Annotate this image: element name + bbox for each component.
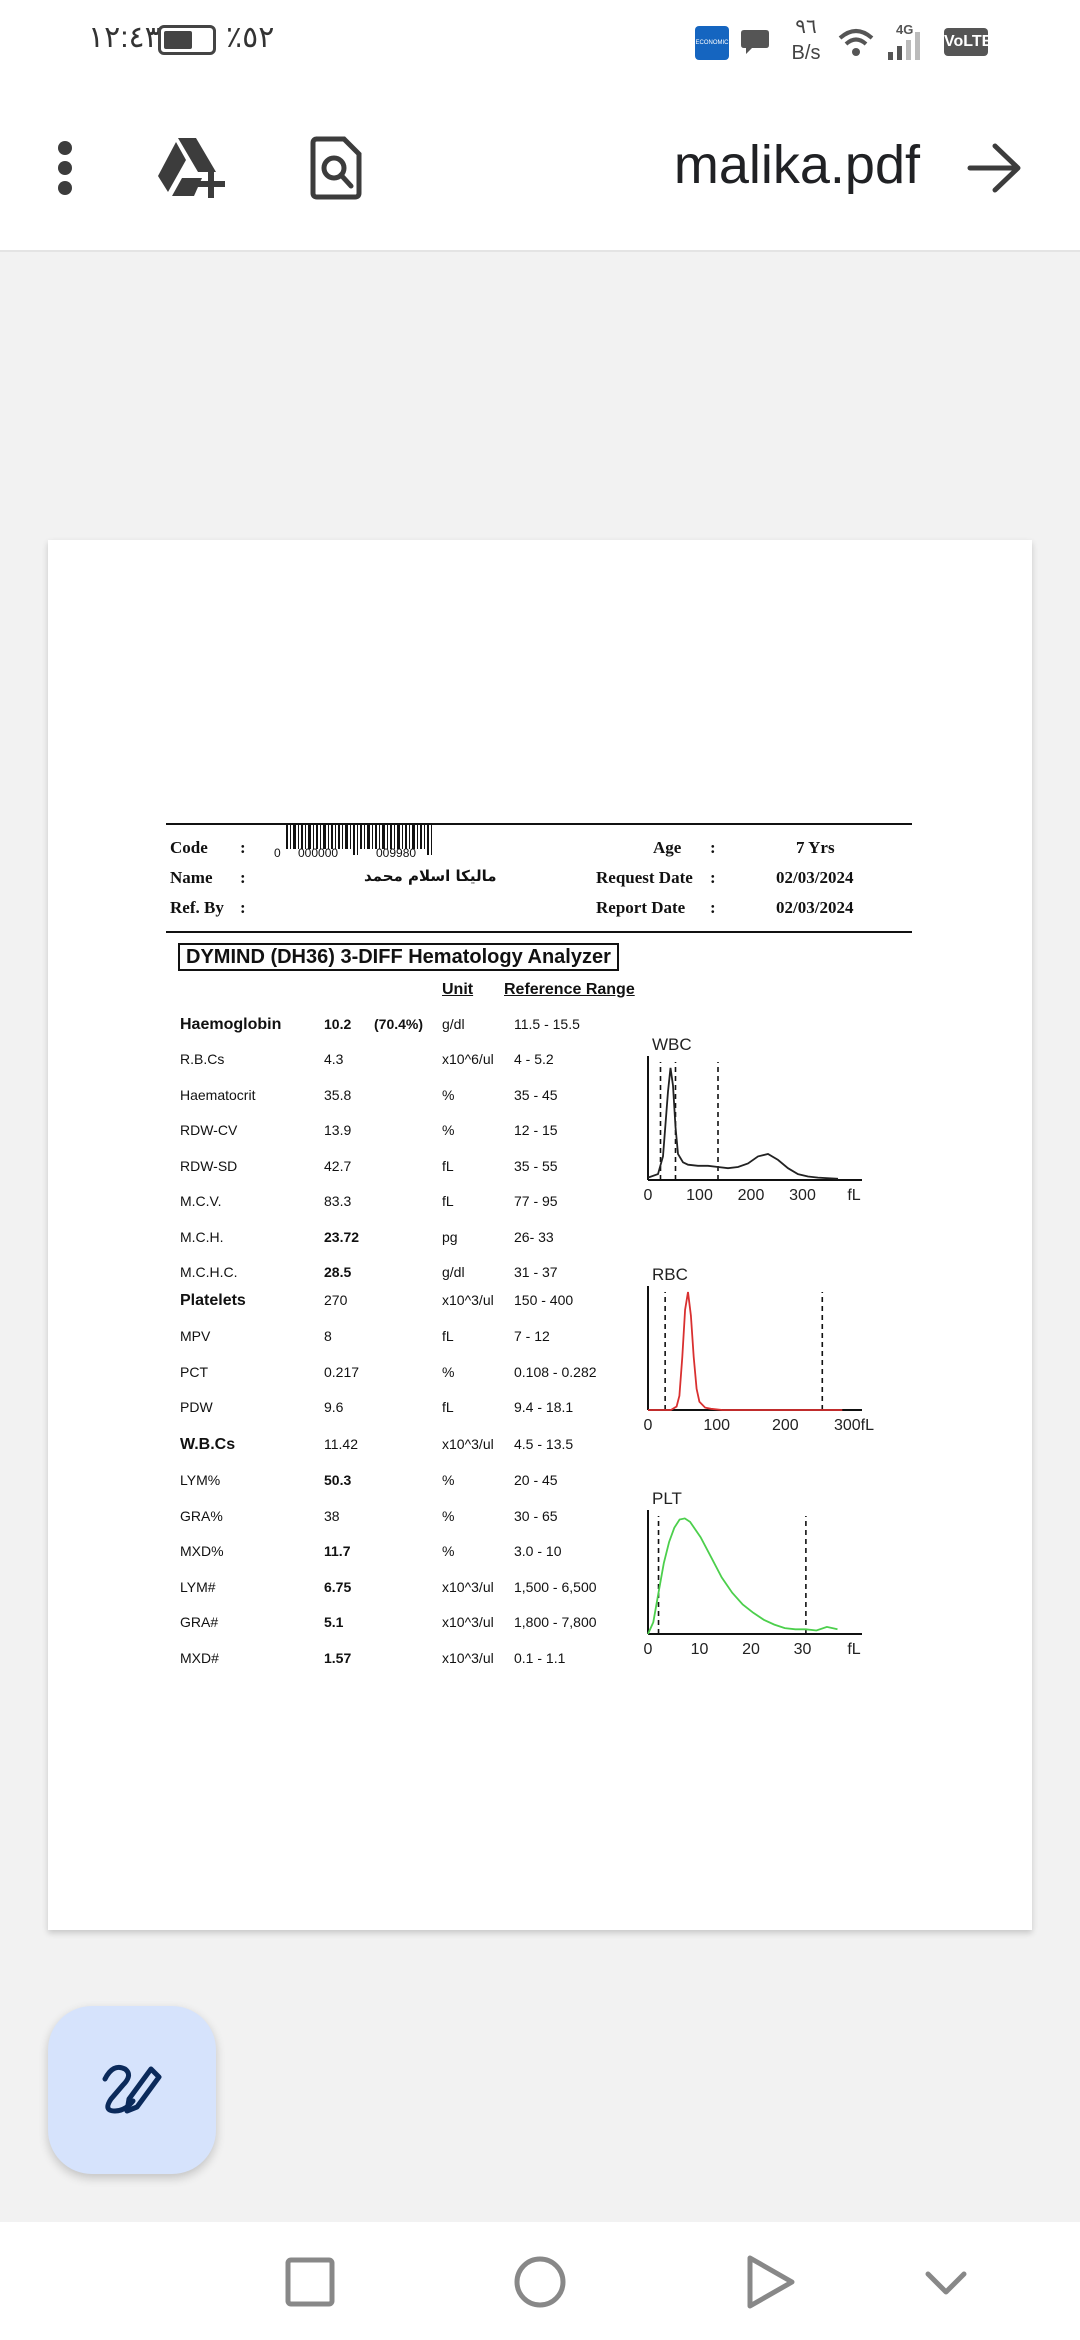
test-unit: fL <box>442 1328 454 1344</box>
edit-pen-icon <box>97 2055 167 2125</box>
request-date-colon: : <box>710 868 716 887</box>
histogram-series-line <box>648 1292 842 1410</box>
recents-icon[interactable] <box>282 2254 338 2310</box>
histogram-series-line <box>648 1068 838 1179</box>
test-unit: fL <box>442 1158 454 1174</box>
test-name: LYM# <box>180 1579 216 1595</box>
test-range: 7 - 12 <box>514 1328 550 1344</box>
hide-nav-icon[interactable] <box>918 2254 974 2310</box>
test-name: MXD% <box>180 1543 224 1559</box>
test-name: M.C.V. <box>180 1193 222 1209</box>
header-top-rule <box>166 823 912 825</box>
signal-icon <box>882 22 932 62</box>
test-name: RDW-SD <box>180 1158 238 1174</box>
age-value: 7 Yrs <box>796 838 835 857</box>
x-tick-label: 10 <box>690 1641 709 1658</box>
test-name: PDW <box>180 1399 213 1415</box>
result-row <box>48 1364 648 1388</box>
test-value: 35.8 <box>324 1087 352 1103</box>
code-colon: : <box>240 838 246 857</box>
test-range: 150 - 400 <box>514 1292 574 1308</box>
test-unit: % <box>442 1364 455 1380</box>
network-speed <box>784 14 828 66</box>
test-value: 11.42 <box>324 1436 358 1452</box>
more-options-button[interactable] <box>40 136 90 200</box>
test-unit: x10^3/ul <box>442 1614 494 1630</box>
test-name: RDW-CV <box>180 1122 238 1138</box>
test-range: 30 - 65 <box>514 1508 558 1524</box>
request-date-label: Request Date <box>596 868 693 887</box>
test-name: PCT <box>180 1364 208 1380</box>
test-range: 31 - 37 <box>514 1264 558 1280</box>
test-range: 35 - 45 <box>514 1087 558 1103</box>
test-value: 10.2 <box>324 1016 352 1032</box>
battery-percent: ٪٥٢ <box>226 21 275 54</box>
test-unit: fL <box>442 1399 454 1415</box>
test-name: M.C.H. <box>180 1229 224 1245</box>
barcode-prefix: 0 <box>274 846 281 860</box>
result-row <box>48 1579 648 1603</box>
status-bar <box>0 0 1080 84</box>
network-speed-unit: B/s <box>791 42 821 64</box>
x-tick-label: 0 <box>643 1187 653 1204</box>
x-tick-label: 20 <box>742 1641 760 1658</box>
result-row <box>48 1650 648 1674</box>
plt-histogram <box>638 1492 883 1672</box>
barcode-left-number: 000000 <box>298 846 339 860</box>
more-vert-icon <box>55 140 75 196</box>
test-unit: pg <box>442 1229 458 1245</box>
test-value: 4.3 <box>324 1051 344 1067</box>
test-name: W.B.Cs <box>180 1436 236 1453</box>
test-range: 0.108 - 0.282 <box>514 1364 597 1380</box>
test-unit: % <box>442 1122 455 1138</box>
x-tick-label: 100 <box>703 1417 731 1434</box>
test-range: 9.4 - 18.1 <box>514 1399 574 1415</box>
rbc-histogram <box>638 1268 883 1448</box>
test-range: 11.5 - 15.5 <box>514 1016 580 1032</box>
test-name: Haemoglobin <box>180 1016 282 1033</box>
x-tick-label: fL <box>847 1641 861 1658</box>
age-colon: : <box>710 838 716 857</box>
add-to-drive-button[interactable] <box>156 136 228 200</box>
result-row <box>48 1193 648 1217</box>
test-value: 0.217 <box>324 1364 360 1380</box>
x-tick-label: 300fL <box>833 1417 875 1434</box>
name-colon: : <box>240 868 246 887</box>
test-unit: x10^3/ul <box>442 1650 494 1666</box>
annotate-button[interactable] <box>48 2006 216 2174</box>
test-unit: % <box>442 1543 455 1559</box>
result-row <box>48 1264 648 1288</box>
test-unit: g/dl <box>442 1264 465 1280</box>
x-tick-label: 200 <box>771 1417 799 1434</box>
test-value: 9.6 <box>324 1399 344 1415</box>
report-date-label: Report Date <box>596 898 686 917</box>
home-icon[interactable] <box>512 2254 568 2310</box>
result-row <box>48 1087 648 1111</box>
volte-badge: VoLTE <box>944 28 988 56</box>
find-in-page-button[interactable] <box>300 136 372 200</box>
forward-button[interactable] <box>960 136 1030 200</box>
test-unit: % <box>442 1508 455 1524</box>
result-row <box>48 1472 648 1496</box>
test-range: 1,500 - 6,500 <box>514 1579 597 1595</box>
result-row <box>48 1508 648 1532</box>
result-row <box>48 1328 648 1352</box>
test-range: 0.1 - 1.1 <box>514 1650 566 1666</box>
report-date: 02/03/2024 <box>776 898 854 917</box>
analyzer-title: DYMIND (DH36) 3-DIFF Hematology Analyzer <box>178 943 619 971</box>
test-unit: x10^3/ul <box>442 1292 494 1308</box>
test-value: 38 <box>324 1508 340 1524</box>
chart-title: WBC <box>652 1038 692 1054</box>
test-range: 26- 33 <box>514 1229 554 1245</box>
test-value: 28.5 <box>324 1264 352 1280</box>
status-time: ١٢:٤٣ <box>88 21 161 54</box>
test-name: GRA% <box>180 1508 223 1524</box>
test-name: MXD# <box>180 1650 219 1666</box>
test-value: 270 <box>324 1292 348 1308</box>
test-unit: % <box>442 1087 455 1103</box>
test-name: GRA# <box>180 1614 219 1630</box>
report-date-colon: : <box>710 898 716 917</box>
test-unit: % <box>442 1472 455 1488</box>
drive-add-icon <box>158 136 226 200</box>
result-row <box>48 1229 648 1253</box>
result-row <box>48 1436 648 1460</box>
x-tick-label: 0 <box>643 1417 653 1434</box>
x-tick-label: 100 <box>686 1187 713 1204</box>
x-tick-label: 30 <box>793 1641 812 1658</box>
result-row <box>48 1122 648 1146</box>
test-name: Platelets <box>180 1292 246 1309</box>
unit-column-header: Unit <box>442 981 474 998</box>
document-title: malika.pdf <box>673 135 920 195</box>
test-unit: g/dl <box>442 1016 465 1032</box>
test-name: Haematocrit <box>180 1087 256 1103</box>
wifi-icon <box>836 22 876 62</box>
ref-by-label: Ref. By <box>170 898 224 917</box>
x-tick-label: 300 <box>789 1187 816 1204</box>
app-notification-icon: ECONOMIC <box>695 26 729 60</box>
result-row <box>48 1051 648 1075</box>
result-row <box>48 1399 648 1423</box>
network-speed-value: ٩٦ <box>795 16 817 38</box>
navigation-bar <box>0 2222 1080 2340</box>
test-range: 77 - 95 <box>514 1193 558 1209</box>
test-range: 12 - 15 <box>514 1122 558 1138</box>
test-range: 4.5 - 13.5 <box>514 1436 574 1452</box>
test-value: 6.75 <box>324 1579 352 1595</box>
test-range: 4 - 5.2 <box>514 1051 554 1067</box>
x-tick-label: 0 <box>643 1641 653 1658</box>
find-in-page-icon <box>310 136 362 200</box>
test-name: R.B.Cs <box>180 1051 225 1067</box>
test-range: 1,800 - 7,800 <box>514 1614 597 1630</box>
ref-by-colon: : <box>240 898 246 917</box>
pdf-page <box>48 540 1032 1930</box>
test-value: 83.3 <box>324 1193 352 1209</box>
result-row <box>48 1292 648 1316</box>
network-type: 4G <box>896 22 914 37</box>
test-name: M.C.H.C. <box>180 1264 238 1280</box>
barcode-right-number: 009980 <box>376 846 417 860</box>
back-icon[interactable] <box>742 2254 798 2310</box>
result-row <box>48 1016 648 1040</box>
test-unit: fL <box>442 1193 454 1209</box>
result-row <box>48 1158 648 1182</box>
header-bottom-rule <box>166 931 912 933</box>
test-value: 1.57 <box>324 1650 352 1666</box>
test-value: 11.7 <box>324 1543 351 1559</box>
test-unit: x10^3/ul <box>442 1436 494 1452</box>
test-value: 42.7 <box>324 1158 352 1174</box>
test-range: 35 - 55 <box>514 1158 558 1174</box>
age-label: Age <box>653 838 682 857</box>
test-value: 50.3 <box>324 1472 352 1488</box>
test-flag: (70.4%) <box>374 1016 424 1032</box>
test-unit: x10^3/ul <box>442 1579 494 1595</box>
wbc-histogram <box>638 1038 883 1218</box>
battery-icon <box>158 25 216 55</box>
test-range: 20 - 45 <box>514 1472 558 1488</box>
chart-title: PLT <box>652 1492 682 1508</box>
arrow-forward-icon <box>967 142 1023 194</box>
result-row <box>48 1543 648 1567</box>
histogram-series-line <box>648 1518 838 1634</box>
message-icon <box>738 26 772 56</box>
x-tick-label: 200 <box>737 1187 765 1204</box>
patient-name: ماليكا اسلام محمد <box>364 867 497 885</box>
chart-title: RBC <box>652 1268 688 1284</box>
pdf-toolbar <box>0 84 1080 252</box>
test-name: MPV <box>180 1328 211 1344</box>
code-label: Code <box>170 838 208 857</box>
test-value: 5.1 <box>324 1614 344 1630</box>
test-value: 8 <box>324 1328 332 1344</box>
test-value: 13.9 <box>324 1122 352 1138</box>
request-date: 02/03/2024 <box>776 868 854 887</box>
test-value: 23.72 <box>324 1229 360 1245</box>
name-label: Name <box>170 868 213 887</box>
result-row <box>48 1614 648 1638</box>
test-unit: x10^6/ul <box>442 1051 494 1067</box>
x-tick-label: fL <box>847 1187 861 1204</box>
test-name: LYM% <box>180 1472 221 1488</box>
range-column-header: Reference Range <box>504 981 635 998</box>
test-range: 3.0 - 10 <box>514 1543 562 1559</box>
